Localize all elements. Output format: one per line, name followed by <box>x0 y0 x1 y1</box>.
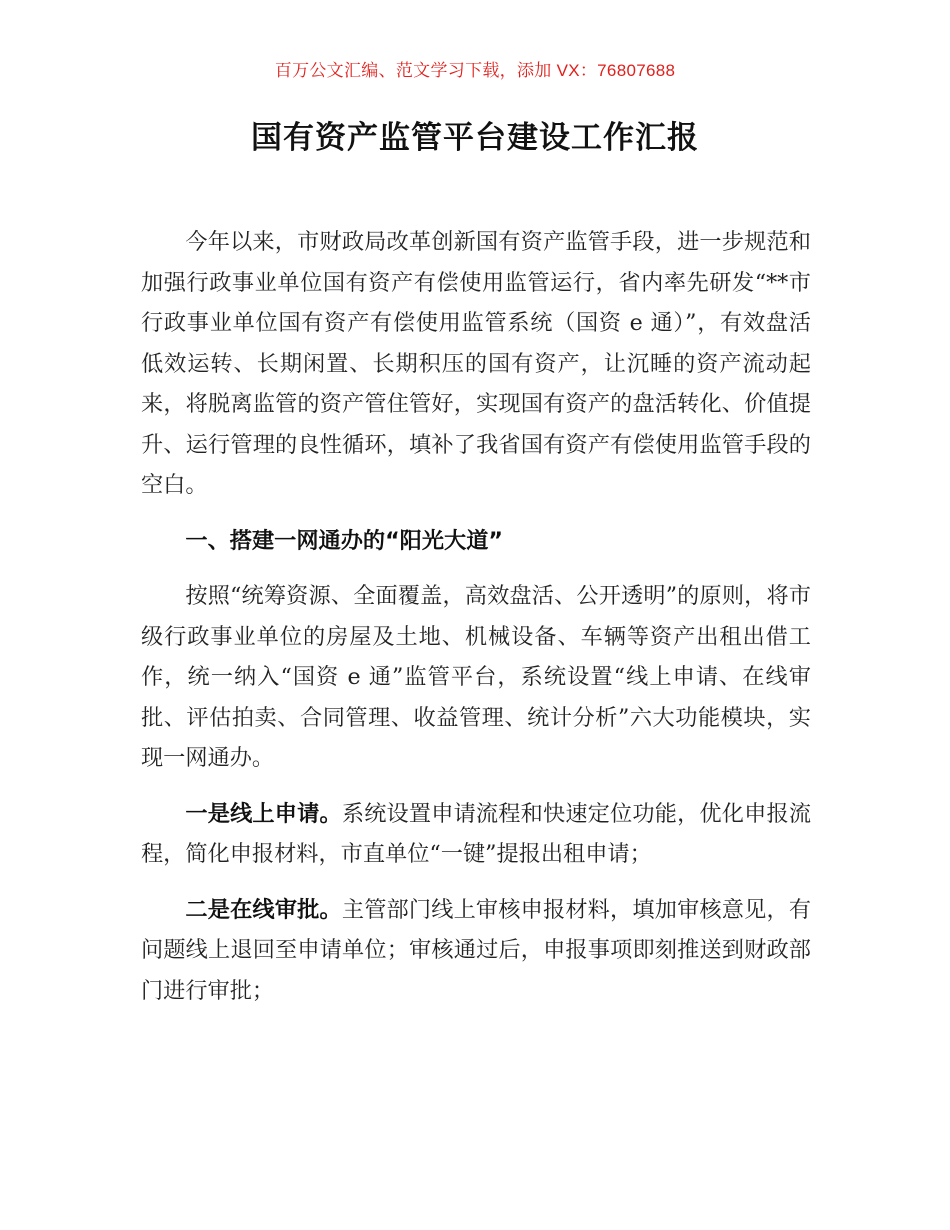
document-body <box>141 222 811 1026</box>
item-2-lead: 二是在线审批。 <box>185 896 342 923</box>
item-2-text: 主管部门线上审核申报材料，填加审核意见，有问题线上退回至申请单位；审核通过后，申报事项即刻推送到财政部门进行审批； <box>141 896 812 1004</box>
watermark-header-text: 百万公文汇编、范文学习下载，添加 VX：76807688 <box>274 61 676 80</box>
document-title: 国有资产监管平台建设工作汇报 <box>251 120 699 156</box>
item-1-paragraph <box>141 794 811 875</box>
section-heading-1: 一、搭建一网通办的“阳光大道” <box>185 527 503 554</box>
item-2-paragraph <box>141 890 811 1012</box>
intro-paragraph: 今年以来，市财政局改革创新国有资产监管手段，进一步规范和加强行政事业单位国有资产有偿使用监管运行，省内率先研发“**市行政事业单位国有资产有偿使用监管系统（国资 e 通）”，有效盘活低效运转、长期闲置、长期积压的国有资产，让沉睡的资产流动起来，将脱离监管的资产管住管好，实现国有资产的盘活转化、价值提升、运行管理的良性循环，填补了我省国有资产有偿使用监管手段的空白。 <box>141 229 811 498</box>
item-1-lead: 一是线上申请。 <box>185 800 342 827</box>
section-1-paragraph: 按照“统筹资源、全面覆盖，高效盘活、公开透明”的原则，将市级行政事业单位的房屋及土地、机械设备、车辆等资产出租出借工作，统一纳入“国资 e 通”监管平台，系统设置“线上申请、在线审批、评估拍卖、合同管理、收益管理、统计分析”六大功能模块，实现一网通办。 <box>141 583 811 771</box>
item-1-text: 系统设置申请流程和快速定位功能，优化申报流程，简化申报材料，市直单位“一键”提报出租申请； <box>141 800 812 867</box>
